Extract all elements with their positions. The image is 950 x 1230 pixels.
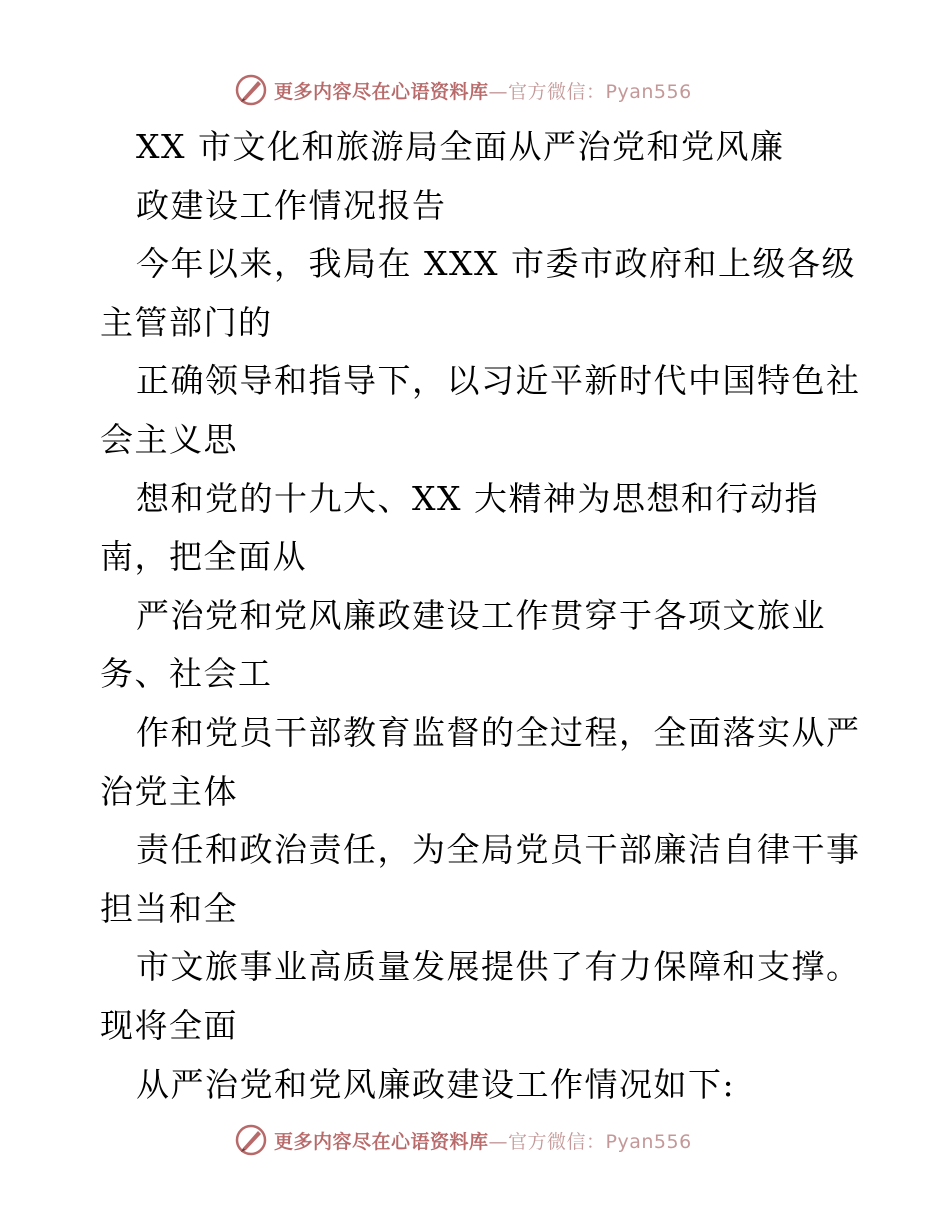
paragraph-line: 现将全面 — [100, 1005, 238, 1045]
document-title-line-2: 政建设工作情况报告 — [136, 185, 447, 225]
document-body — [100, 118, 860, 1114]
watermark-text: 更多内容尽在心语资料库—官方微信：Pyan556 — [274, 1130, 692, 1153]
paragraph-line: 会主义思 — [100, 419, 238, 459]
paragraph-line: 南，把全面从 — [100, 537, 307, 577]
paragraph-line: 担当和全 — [100, 888, 238, 928]
header-watermark — [234, 72, 692, 108]
quill-pen-icon — [234, 1123, 268, 1157]
paragraph-line: 想和党的十九大、XX 大精神为思想和行动指 — [136, 478, 819, 518]
paragraph-line: 责任和政治责任，为全局党员干部廉洁自律干事 — [136, 830, 861, 870]
footer-watermark — [234, 1122, 692, 1158]
paragraph-line: 务、社会工 — [100, 654, 273, 694]
paragraph-line: 正确领导和指导下，以习近平新时代中国特色社 — [136, 361, 861, 401]
paragraph-line: 治党主体 — [100, 771, 238, 811]
document-title-line-1: XX 市文化和旅游局全面从严治党和党风廉 — [136, 127, 785, 166]
paragraph-line: 从严治党和党风廉政建设工作情况如下: — [136, 1064, 736, 1104]
quill-pen-icon — [234, 73, 268, 107]
paragraph-line: 市文旅事业高质量发展提供了有力保障和支撑。 — [136, 947, 861, 987]
paragraph-line: 严治党和党风廉政建设工作贯穿于各项文旅业 — [136, 595, 826, 635]
paragraph-line: 作和党员干部教育监督的全过程，全面落实从严 — [136, 712, 861, 752]
paragraph-line: 主管部门的 — [100, 302, 273, 342]
paragraph-line: 今年以来，我局在 XXX 市委市政府和上级各级 — [136, 244, 856, 284]
watermark-text: 更多内容尽在心语资料库—官方微信：Pyan556 — [274, 80, 692, 103]
